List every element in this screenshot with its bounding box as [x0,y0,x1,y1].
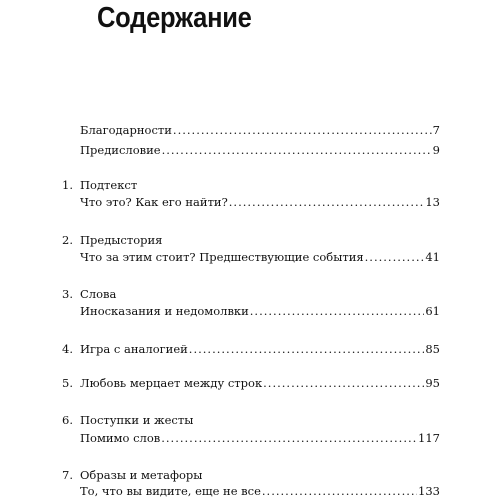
chapter-title: Подтекст [80,178,138,192]
entry-page-number: 133 [418,484,440,498]
entry-label: Благодарности [80,123,172,137]
toc-entry-acknowledgements[interactable] [80,122,440,138]
chapter-number: 7. [62,468,73,482]
chapter-subtitle: Что за этим стоит? Предшествующие события [80,250,364,264]
chapter-number: 4. [62,342,73,356]
chapter-title: Предыстория [80,233,163,247]
chapter-subtitle: Что это? Как его найти? [80,195,228,209]
entry-page-number: 9 [432,143,440,157]
toc-entry-preface[interactable] [80,142,440,158]
chapter-number: 1. [62,178,73,192]
dot-leader [161,430,417,446]
dot-leader [173,122,432,138]
chapter-heading-6[interactable] [62,412,193,428]
chapter-number: 6. [62,413,73,427]
chapter-subtitle: Помимо слов [80,431,161,445]
dot-leader [262,483,417,499]
chapter-title: Поступки и жесты [80,413,194,427]
toc-heading: Содержание [97,2,252,34]
chapter-subtitle: То, что вы видите, еще не все [80,484,261,498]
chapter-title-text: Игра с аналогией [80,342,188,356]
chapter-subtitle: Иносказания и недомолвки [80,304,249,318]
chapter-number: 3. [62,287,73,301]
toc-entry-chapter-6[interactable] [80,430,440,446]
toc-entry-chapter-2[interactable] [80,249,440,265]
toc-entry-chapter-1[interactable] [80,194,440,210]
chapter-title: Образы и метафоры [80,468,203,482]
chapter-heading-2[interactable] [62,232,162,248]
chapter-title [62,375,262,391]
chapter-number: 2. [62,233,73,247]
toc-entry-chapter-5[interactable] [62,375,440,391]
dot-leader [263,375,424,391]
dot-leader [229,194,425,210]
toc-entry-chapter-7[interactable] [80,483,440,499]
entry-page-number: 95 [425,376,440,390]
chapter-heading-7[interactable] [62,467,202,483]
dot-leader [250,303,425,319]
chapter-title: Слова [80,287,117,301]
entry-label: Предисловие [80,143,161,157]
chapter-heading-1[interactable] [62,177,137,193]
chapter-title [62,341,188,357]
entry-page-number: 41 [425,250,440,264]
chapter-number: 5. [62,376,73,390]
toc-entry-chapter-3[interactable] [80,303,440,319]
chapter-title-text: Любовь мерцает между строк [80,376,263,390]
entry-page-number: 85 [425,342,440,356]
entry-page-number: 61 [425,304,440,318]
dot-leader [189,341,425,357]
dot-leader [162,142,432,158]
entry-page-number: 117 [418,431,440,445]
chapter-heading-3[interactable] [62,286,116,302]
entry-page-number: 13 [425,195,440,209]
toc-entry-chapter-4[interactable] [62,341,440,357]
dot-leader [365,249,425,265]
entry-page-number: 7 [432,123,440,137]
